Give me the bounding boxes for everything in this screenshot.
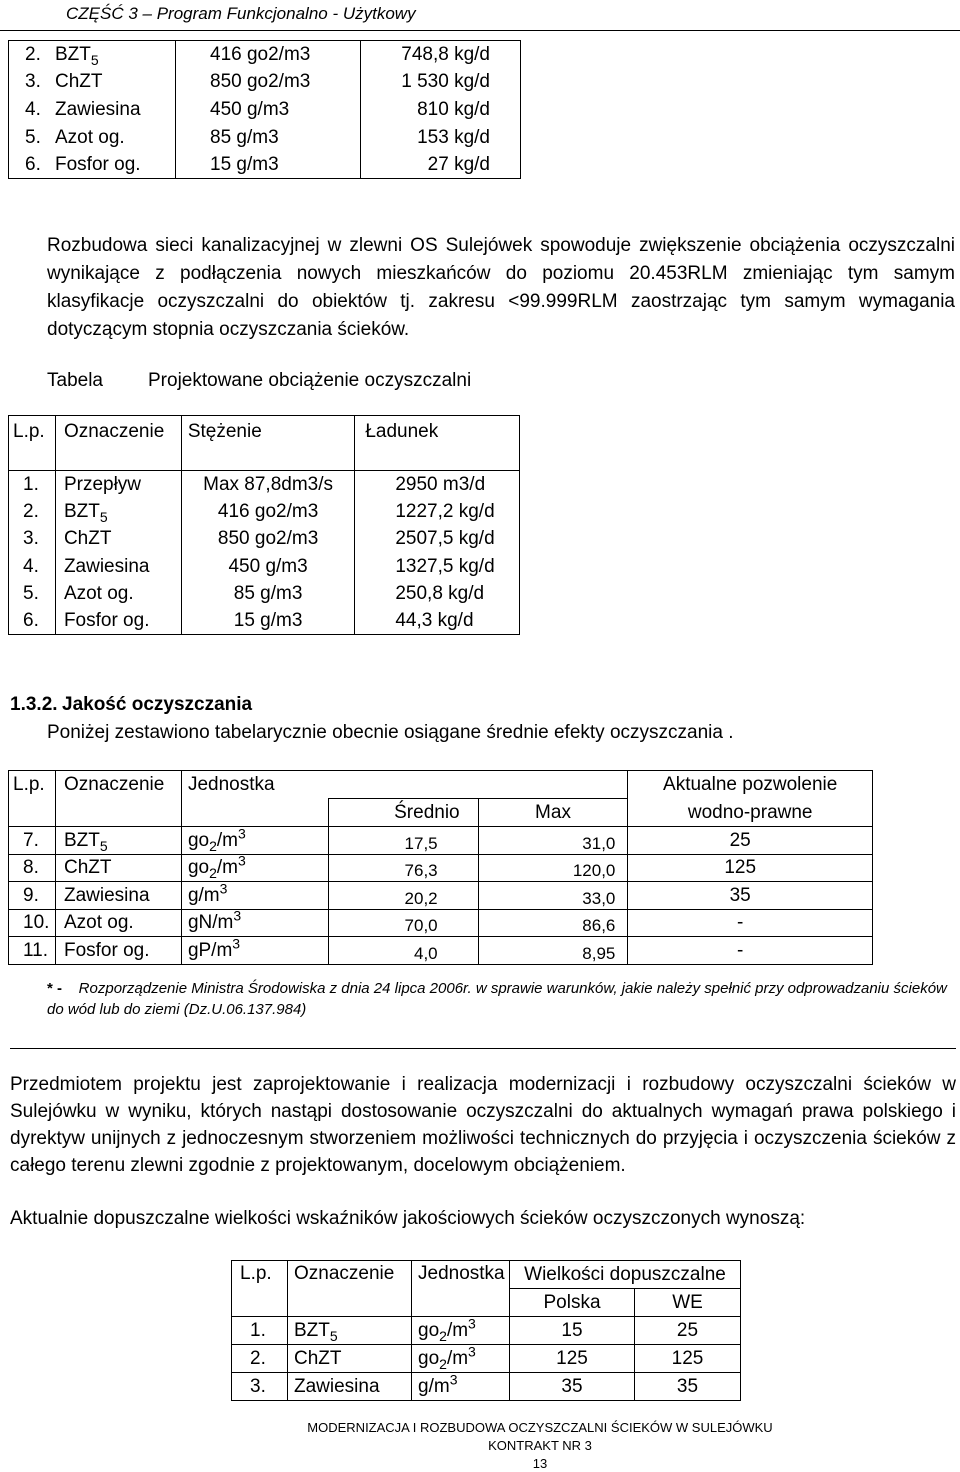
- eu-limit-cell: 125: [635, 1345, 741, 1373]
- header-lp: L.p.: [9, 416, 56, 471]
- table-row: [9, 525, 520, 552]
- designation-text: Fosfor og.: [63, 939, 150, 961]
- footnote: [47, 978, 957, 1020]
- table-row: [232, 1373, 741, 1401]
- unit-superscript: 3: [468, 1315, 476, 1332]
- concentration-cell: 15 g/m3: [176, 151, 361, 179]
- row-number: 7.: [9, 827, 56, 855]
- designation-text: Zawiesina: [55, 98, 141, 120]
- concentration-cell: 450 g/m3: [176, 96, 361, 124]
- concentration-cell: 850 go2/m3: [176, 68, 361, 96]
- unit-text: go: [187, 829, 210, 851]
- max-cell: 86,6: [478, 909, 628, 937]
- poland-limit-cell: 125: [510, 1345, 635, 1373]
- table-row: [9, 471, 520, 498]
- table-row: [9, 909, 873, 937]
- concentration-cell: 15 g/m3: [181, 607, 355, 634]
- footnote-text: Rozporządzenie Ministra Środowiska z dnia 24 lipca 2006r. w sprawie warunków, jakie należy spełnić przy odprowadzaniu ścieków do wód lub do ziemi (Dz.U.06.137.984): [47, 980, 947, 1018]
- designation-text: BZT: [63, 500, 100, 522]
- header-limits: Wielkości dopuszczalne: [510, 1261, 741, 1289]
- average-cell: 4,0: [328, 937, 478, 965]
- concentration-cell: 85 g/m3: [176, 123, 361, 151]
- unit-superscript: 3: [449, 1371, 458, 1388]
- poland-limit-cell: 15: [510, 1317, 635, 1345]
- permit-cell: 125: [724, 857, 757, 879]
- designation-text: Zawiesina: [63, 555, 150, 577]
- row-number: 4.: [9, 552, 56, 579]
- permitted-limits-table: [231, 1260, 741, 1401]
- max-cell: 33,0: [478, 882, 628, 910]
- table-row: [9, 552, 520, 579]
- designation-text: Azot og.: [63, 582, 134, 604]
- table-row: [9, 882, 873, 910]
- row-number: 3.: [232, 1373, 288, 1401]
- row-number: 2.: [232, 1345, 288, 1373]
- row-number: 2.: [25, 44, 41, 66]
- designation-text: ChZT: [63, 857, 112, 879]
- concentration-cell: Max 87,8dm3/s: [181, 471, 355, 498]
- header-permit-line2: wodno-prawne: [687, 801, 813, 823]
- table-continued: [8, 40, 521, 179]
- row-number: 11.: [9, 937, 56, 965]
- unit-text: go: [187, 857, 210, 879]
- table-caption-title: Projektowane obciążenie oczyszczalni: [148, 370, 472, 391]
- load-cell: 810 kg/d: [417, 98, 490, 120]
- table-row: [232, 1345, 741, 1373]
- table-row: [9, 498, 520, 525]
- row-number: 6.: [9, 607, 56, 634]
- unit-text: go: [418, 1348, 440, 1369]
- load-cell: 1327,5 kg/d: [395, 555, 495, 577]
- load-cell: 2507,5 kg/d: [395, 528, 495, 550]
- concentration-cell: 850 go2/m3: [181, 525, 355, 552]
- load-cell: 2950 m3/d: [395, 473, 486, 495]
- unit-text-2: /m: [216, 829, 238, 851]
- unit-superscript: 3: [233, 907, 242, 924]
- table-row: [9, 151, 521, 179]
- row-number: 3.: [9, 525, 56, 552]
- designation-text: Zawiesina: [294, 1376, 380, 1397]
- load-cell: 1 530 kg/d: [401, 71, 490, 93]
- eu-limit-cell: 35: [635, 1373, 741, 1401]
- designation-text: Fosfor og.: [63, 609, 150, 631]
- average-cell: 20,2: [328, 882, 478, 910]
- header-concentration: Stężenie: [181, 416, 355, 471]
- unit-subscript: 2: [439, 1355, 447, 1372]
- unit-text-2: /m: [216, 857, 238, 879]
- unit-text: go: [418, 1320, 440, 1341]
- unit-text-2: /m: [446, 1348, 469, 1369]
- treatment-quality-table: [8, 770, 873, 965]
- page-number: 13: [532, 1456, 548, 1471]
- table-row: [9, 123, 521, 151]
- permit-cell: -: [737, 912, 744, 934]
- header-lp: L.p.: [9, 771, 56, 827]
- load-cell: 27 kg/d: [427, 153, 490, 175]
- load-cell: 44,3 kg/d: [395, 609, 474, 631]
- designation-text: ChZT: [55, 71, 103, 93]
- designation-subscript: 5: [99, 508, 108, 525]
- unit-text: g/m: [418, 1376, 450, 1397]
- header-permit-line1: Aktualne pozwolenie: [663, 774, 838, 796]
- designation-text: Azot og.: [63, 912, 134, 934]
- permit-cell: 35: [729, 884, 751, 906]
- table-row: [9, 827, 873, 855]
- projected-load-table: [8, 415, 520, 635]
- designation-text: ChZT: [294, 1348, 342, 1369]
- designation-text: Przepływ: [63, 473, 142, 495]
- average-cell: 76,3: [328, 854, 478, 882]
- header-designation: Oznaczenie: [55, 771, 181, 827]
- row-number: 1.: [9, 471, 56, 498]
- table-row: [9, 41, 521, 69]
- unit-superscript: 3: [232, 935, 241, 952]
- designation-text: BZT: [294, 1320, 330, 1341]
- section-intro: Poniżej zestawiono tabelarycznie obecnie osiągane średnie efekty oczyszczania .: [47, 722, 734, 743]
- designation-text: ChZT: [63, 528, 112, 550]
- header-rule: [0, 30, 960, 31]
- section-title: Jakość oczyszczania: [62, 694, 253, 715]
- designation-subscript: 5: [329, 1327, 338, 1344]
- max-cell: 31,0: [478, 827, 628, 855]
- row-number: 10.: [9, 909, 56, 937]
- permit-cell: -: [737, 939, 744, 961]
- header-unit: Jednostka: [412, 1261, 510, 1317]
- row-number: 3.: [25, 71, 41, 93]
- header-unit: Jednostka: [187, 774, 275, 796]
- header-poland: Polska: [510, 1289, 635, 1317]
- unit-text: gP/m: [187, 939, 233, 961]
- designation-text: Azot og.: [55, 126, 125, 148]
- concentration-cell: 85 g/m3: [181, 580, 355, 607]
- row-number: 4.: [25, 98, 41, 120]
- table-row: [9, 607, 520, 634]
- footer-contract: KONTRAKT NR 3: [488, 1438, 592, 1453]
- header-load: Ładunek: [365, 421, 439, 442]
- eu-limit-cell: 25: [635, 1317, 741, 1345]
- unit-text: g/m: [187, 884, 220, 906]
- average-cell: 17,5: [328, 827, 478, 855]
- footer-title: MODERNIZACJA I ROZBUDOWA OCZYSZCZALNI ŚCIEKÓW W SULEJÓWKU: [307, 1420, 773, 1435]
- divider: [10, 1048, 956, 1049]
- unit-superscript: 3: [237, 825, 246, 842]
- max-cell: 8,95: [478, 937, 628, 965]
- paragraph-project-scope: Przedmiotem projektu jest zaprojektowanie i realizacja modernizacji i rozbudowy oczyszczalni ścieków w Sulejówku w wyniku, których nastąpi dostosowanie oczyszczalni do aktualnych wymagań prawa polskiego i dyrektyw unijnych z jednoczesnym stworzeniem możliwości technicznych do przyjęcia i oczyszczenia ścieków z całego terenu zlewni zgodnie z projektowanym, docelowym obciążeniem.: [10, 1074, 956, 1176]
- header-designation: Oznaczenie: [55, 416, 181, 471]
- designation-subscript: 5: [99, 837, 108, 854]
- row-number: 6.: [25, 153, 41, 175]
- row-number: 2.: [9, 498, 56, 525]
- poland-limit-cell: 35: [510, 1373, 635, 1401]
- unit-text: gN/m: [187, 912, 234, 934]
- designation-text: BZT: [63, 829, 100, 851]
- table-row: [9, 96, 521, 124]
- table-row: [9, 68, 521, 96]
- load-cell: 250,8 kg/d: [395, 582, 485, 604]
- page-header: CZĘŚĆ 3 – Program Funkcjonalno - Użytkowy: [66, 4, 416, 23]
- unit-text-2: /m: [446, 1320, 469, 1341]
- concentration-cell: 416 go2/m3: [176, 41, 361, 69]
- concentration-cell: 416 go2/m3: [181, 498, 355, 525]
- header-max: Max: [478, 799, 628, 827]
- permit-cell: 25: [729, 829, 751, 851]
- table-row: [9, 854, 873, 882]
- table-row: [232, 1317, 741, 1345]
- table-row: [9, 580, 520, 607]
- row-number: 5.: [9, 580, 56, 607]
- row-number: 8.: [9, 854, 56, 882]
- section-number: 1.3.2.: [10, 694, 58, 715]
- load-cell: 748,8 kg/d: [401, 44, 490, 66]
- header-eu: WE: [635, 1289, 741, 1317]
- concentration-cell: 450 g/m3: [181, 552, 355, 579]
- header-designation: Oznaczenie: [288, 1261, 412, 1317]
- max-cell: 120,0: [478, 854, 628, 882]
- unit-subscript: 2: [209, 865, 217, 882]
- table-caption-label: Tabela: [47, 370, 103, 391]
- unit-superscript: 3: [219, 880, 228, 897]
- unit-subscript: 2: [439, 1327, 447, 1344]
- load-cell: 153 kg/d: [417, 126, 490, 148]
- row-number: 5.: [25, 126, 41, 148]
- header-average: Średnio: [328, 799, 478, 827]
- designation-text: BZT: [55, 44, 91, 66]
- footnote-mark: * -: [47, 980, 62, 997]
- unit-superscript: 3: [468, 1343, 476, 1360]
- row-number: 1.: [232, 1317, 288, 1345]
- row-number: 9.: [9, 882, 56, 910]
- designation-subscript: 5: [90, 51, 99, 68]
- table-row: [9, 937, 873, 965]
- load-cell: 1227,2 kg/d: [395, 500, 495, 522]
- designation-text: Zawiesina: [63, 884, 150, 906]
- unit-superscript: 3: [237, 852, 246, 869]
- header-lp: L.p.: [232, 1261, 288, 1317]
- average-cell: 70,0: [328, 909, 478, 937]
- designation-text: Fosfor og.: [55, 153, 141, 175]
- paragraph-limits-intro: Aktualnie dopuszczalne wielkości wskaźników jakościowych ścieków oczyszczonych wynoszą:: [10, 1208, 806, 1229]
- unit-subscript: 2: [209, 837, 217, 854]
- paragraph-load-increase: Rozbudowa sieci kanalizacyjnej w zlewni OS Sulejówek spowoduje zwiększenie obciążenia oczyszczalni wynikające z podłączenia nowych mieszkańców do poziomu 20.453RLM zmieniając tym samym klasyfikacje oczyszczalni do obiektów tj. zakresu <99.999RLM zaostrzając tym samym wymagania dotyczącym stopnia oczyszczania ścieków.: [47, 235, 955, 340]
